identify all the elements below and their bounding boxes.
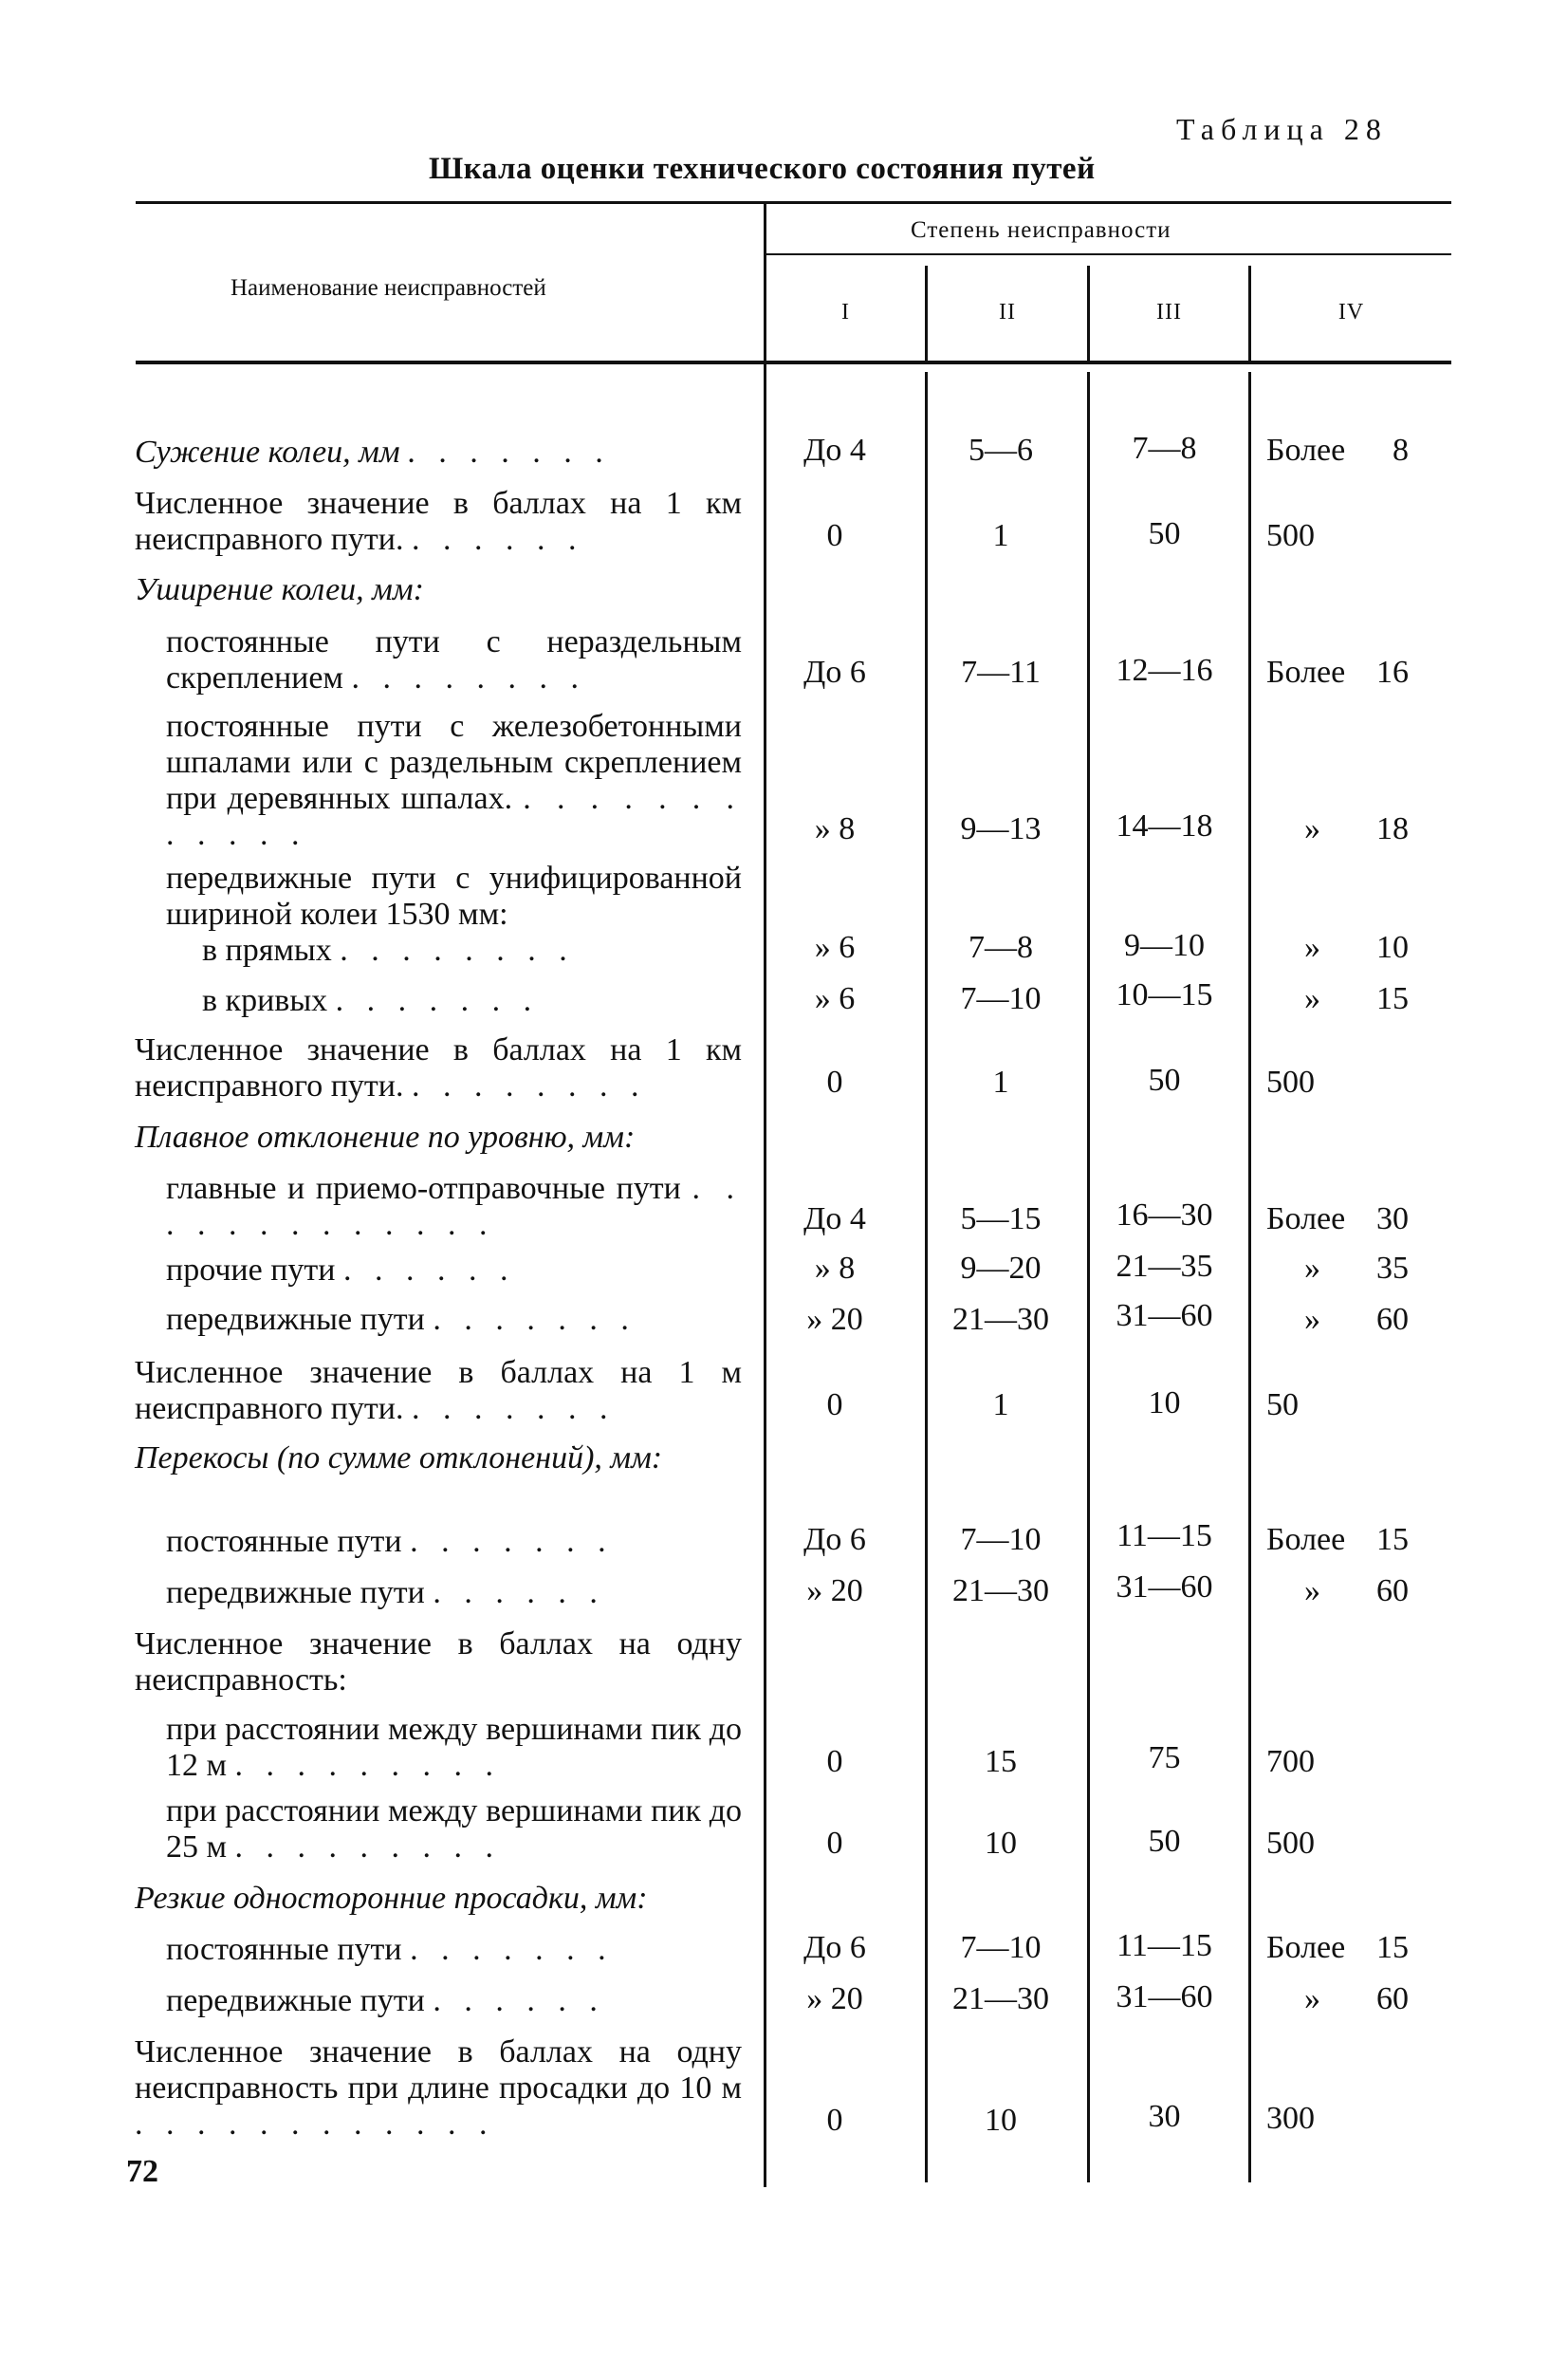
value-degree-3: 10 [1148, 1385, 1181, 1420]
section-heading [135, 1626, 742, 1698]
row-name [135, 486, 742, 558]
value-degree-1: » 20 [806, 1981, 863, 2016]
value-degree-3: 11—15 [1116, 1518, 1212, 1553]
section-heading [135, 572, 742, 608]
value-degree-1: 0 [826, 2103, 843, 2138]
row-label: передвижные пути с унифицированной шириной колеи 1530 мм: [166, 861, 742, 932]
page-number: 72 [126, 2154, 158, 2189]
degree-I: I [841, 300, 850, 325]
value-degree-2: 1 [992, 1065, 1009, 1100]
row-label: при расстоянии между вершинами пик до 25 м [166, 1793, 742, 1865]
value-degree-2: 9—20 [960, 1251, 1042, 1286]
value-degree-1: До 4 [803, 433, 866, 468]
value-degree-4-prefix: » [1304, 981, 1320, 1016]
row-label: постоянные пути [166, 1932, 402, 1967]
section-heading [135, 1881, 742, 1917]
section-heading [135, 1440, 742, 1476]
value-degree-1: » 6 [814, 981, 856, 1016]
value-degree-1: 0 [826, 1826, 843, 1861]
value-degree-4-prefix: Более [1266, 655, 1346, 690]
row-label: постоянные пути с железобетонными шпалами или с раздельным скреплением при деревянных шпалах. [166, 709, 742, 816]
value-degree-4: 300 [1266, 2101, 1315, 2136]
row-name [166, 1983, 742, 2019]
value-degree-2: 10 [985, 1826, 1017, 1861]
value-degree-2: 21—30 [952, 1981, 1049, 2016]
value-degree-1: До 6 [803, 1522, 866, 1557]
value-degree-4: 15 [1376, 981, 1409, 1016]
value-degree-3: 7—8 [1132, 431, 1197, 466]
row-label: Перекосы (по сумме отклонений), мм: [135, 1440, 663, 1475]
row-name [166, 1575, 742, 1611]
row-label: Численное значение в баллах на 1 км неисправного пути. [135, 486, 742, 557]
value-degree-4: 15 [1376, 1930, 1409, 1965]
value-degree-2: 10 [985, 2103, 1017, 2138]
row-label: Уширение колеи, мм: [135, 572, 424, 607]
row-name [135, 435, 742, 471]
value-degree-3: 16—30 [1116, 1197, 1213, 1233]
leader-dots: . . . . . . . [408, 435, 612, 470]
degree-rule [766, 253, 1451, 255]
value-degree-2: 5—15 [960, 1201, 1042, 1236]
leader-dots: . . . . . . . . [411, 1068, 647, 1104]
value-degree-1: До 4 [803, 1201, 866, 1236]
value-degree-4-prefix: » [1304, 1302, 1320, 1337]
leader-dots: . . . . . . . . [340, 933, 575, 968]
value-degree-3: 30 [1148, 2099, 1181, 2134]
value-degree-4: 8 [1393, 433, 1409, 468]
value-degree-4-prefix: » [1304, 1981, 1320, 2016]
row-name [166, 1524, 742, 1560]
value-degree-2: 7—10 [960, 1930, 1042, 1965]
value-degree-4: 15 [1376, 1522, 1409, 1557]
value-degree-4: 10 [1376, 930, 1409, 965]
row-label: Резкие односторонние просадки, мм: [135, 1881, 648, 1916]
value-degree-4: 35 [1376, 1251, 1409, 1286]
value-degree-3: 50 [1148, 516, 1181, 551]
value-degree-4: 60 [1376, 1981, 1409, 2016]
row-name [135, 1032, 742, 1104]
value-degree-2: 7—8 [968, 930, 1033, 965]
degree-III: III [1156, 300, 1182, 325]
value-degree-2: 7—11 [961, 655, 1041, 690]
leader-dots: . . . . . . . . . [234, 1829, 502, 1865]
degree-II: II [999, 300, 1016, 325]
column-divider-3-4-body [1248, 372, 1251, 2182]
value-degree-3: 50 [1148, 1824, 1181, 1859]
value-degree-4-prefix: » [1304, 1573, 1320, 1608]
row-name [166, 1171, 742, 1243]
row-label: главные и приемо-отправочные пути [166, 1171, 681, 1206]
value-degree-1: » 6 [814, 930, 856, 965]
value-degree-2: 15 [985, 1744, 1017, 1779]
row-label: постоянные пути с нераздельным скреплением [166, 624, 742, 696]
leader-dots: . . . . . . [433, 1575, 605, 1610]
value-degree-1: » 8 [814, 811, 856, 846]
value-degree-4-prefix: Более [1266, 1201, 1346, 1236]
value-degree-3: 12—16 [1116, 653, 1213, 688]
value-degree-4-prefix: » [1304, 930, 1320, 965]
value-degree-3: 11—15 [1116, 1928, 1212, 1963]
leader-dots: . . . . . . . [410, 1524, 614, 1559]
row-label: передвижные пути [166, 1575, 425, 1610]
row-name [135, 1355, 742, 1427]
row-name [166, 1302, 742, 1338]
value-degree-1: 0 [826, 1065, 843, 1100]
value-degree-3: 10—15 [1116, 977, 1213, 1012]
leader-dots: . . . . . . . . . [234, 1748, 502, 1783]
row-label: Сужение колеи, мм [135, 435, 400, 470]
top-rule [136, 201, 1451, 204]
value-degree-2: 21—30 [952, 1573, 1049, 1608]
leader-dots: . . . . . . . [410, 1932, 614, 1967]
value-degree-4: 700 [1266, 1744, 1315, 1779]
value-degree-2: 1 [992, 518, 1009, 553]
value-degree-3: 21—35 [1116, 1249, 1213, 1284]
degree-header: Степень неисправности [911, 217, 1171, 243]
value-degree-4: 500 [1266, 518, 1315, 553]
value-degree-4: 60 [1376, 1573, 1409, 1608]
value-degree-4: 16 [1376, 655, 1409, 690]
row-name [166, 709, 742, 853]
value-degree-1: 0 [826, 518, 843, 553]
table-label: Таблица 28 [1176, 112, 1388, 146]
row-label: Численное значение в баллах на 1 км неисправного пути. [135, 1032, 742, 1104]
header-bottom-rule [136, 361, 1451, 364]
leader-dots: . . . . . . [342, 1253, 516, 1288]
leader-dots: . . . . . . . [411, 1391, 616, 1426]
value-degree-2: 5—6 [968, 433, 1033, 468]
value-degree-2: 9—13 [960, 811, 1042, 846]
leader-dots: . . . . . . . . [351, 660, 586, 696]
row-label: Численное значение в баллах на 1 м неисправного пути. [135, 1355, 742, 1426]
row-label: в прямых [202, 933, 332, 968]
value-degree-4-prefix: Более [1266, 433, 1346, 468]
row-label: передвижные пути [166, 1983, 425, 2018]
value-degree-2: 7—10 [960, 981, 1042, 1016]
row-label: Численное значение в баллах на одну неисправность: [135, 1626, 742, 1698]
row-name [166, 1253, 742, 1289]
row-label: передвижные пути [166, 1302, 425, 1337]
value-degree-2: 7—10 [960, 1522, 1042, 1557]
value-degree-3: 9—10 [1124, 928, 1205, 963]
value-degree-4: 50 [1266, 1387, 1299, 1422]
value-degree-4: 60 [1376, 1302, 1409, 1337]
value-degree-3: 31—60 [1116, 1979, 1213, 2014]
leader-dots: . . . . . . [433, 1983, 605, 2018]
value-degree-1: 0 [826, 1387, 843, 1422]
value-degree-3: 31—60 [1116, 1298, 1213, 1333]
row-name [166, 1712, 742, 1784]
name-column-divider [764, 204, 766, 2187]
value-degree-2: 21—30 [952, 1302, 1049, 1337]
leader-dots: . . . . . . . . . . . . [135, 2106, 495, 2142]
row-name [166, 1932, 742, 1968]
value-degree-4-prefix: Более [1266, 1930, 1346, 1965]
row-label: при расстоянии между вершинами пик до 12 м [166, 1712, 742, 1783]
value-degree-4-prefix: Более [1266, 1522, 1346, 1557]
row-name [166, 624, 742, 696]
value-degree-4: 18 [1376, 811, 1409, 846]
value-degree-1: 0 [826, 1744, 843, 1779]
row-name [202, 983, 742, 1019]
table-title: Шкала оценки технического состояния путей [429, 152, 1096, 186]
value-degree-3: 31—60 [1116, 1569, 1213, 1605]
row-name [202, 933, 742, 969]
value-degree-2: 1 [992, 1387, 1009, 1422]
row-name [135, 2034, 742, 2143]
value-degree-4: 500 [1266, 1065, 1315, 1100]
column-name-header: Наименование неисправностей [231, 275, 546, 301]
value-degree-3: 14—18 [1116, 808, 1213, 844]
value-degree-4-prefix: » [1304, 811, 1320, 846]
leader-dots: . . . . . . . [335, 983, 540, 1018]
value-degree-3: 75 [1148, 1740, 1181, 1775]
value-degree-4: 500 [1266, 1826, 1315, 1861]
value-degree-3: 50 [1148, 1063, 1181, 1098]
row-label: Плавное отклонение по уровню, мм: [135, 1120, 636, 1155]
row-name [166, 861, 742, 933]
row-name [166, 1793, 742, 1865]
section-heading [135, 1120, 742, 1156]
value-degree-1: » 20 [806, 1573, 863, 1608]
leader-dots: . . . . . . . . . . . . [166, 781, 742, 852]
degree-IV: IV [1337, 300, 1365, 325]
row-label: Численное значение в баллах на одну неисправность при длине просадки до 10 м [135, 2034, 742, 2106]
value-degree-1: До 6 [803, 655, 866, 690]
leader-dots: . . . . . . [411, 522, 584, 557]
value-degree-4-prefix: » [1304, 1251, 1320, 1286]
value-degree-1: До 6 [803, 1930, 866, 1965]
row-label: прочие пути [166, 1253, 336, 1288]
row-label: постоянные пути [166, 1524, 402, 1559]
leader-dots: . . . . . . . [433, 1302, 636, 1337]
value-degree-1: » 20 [806, 1302, 863, 1337]
value-degree-4: 30 [1376, 1201, 1409, 1236]
value-degree-1: » 8 [814, 1251, 856, 1286]
row-label: в кривых [202, 983, 328, 1018]
leader-dots: . . . . . . . . . . . . . [166, 1171, 743, 1242]
